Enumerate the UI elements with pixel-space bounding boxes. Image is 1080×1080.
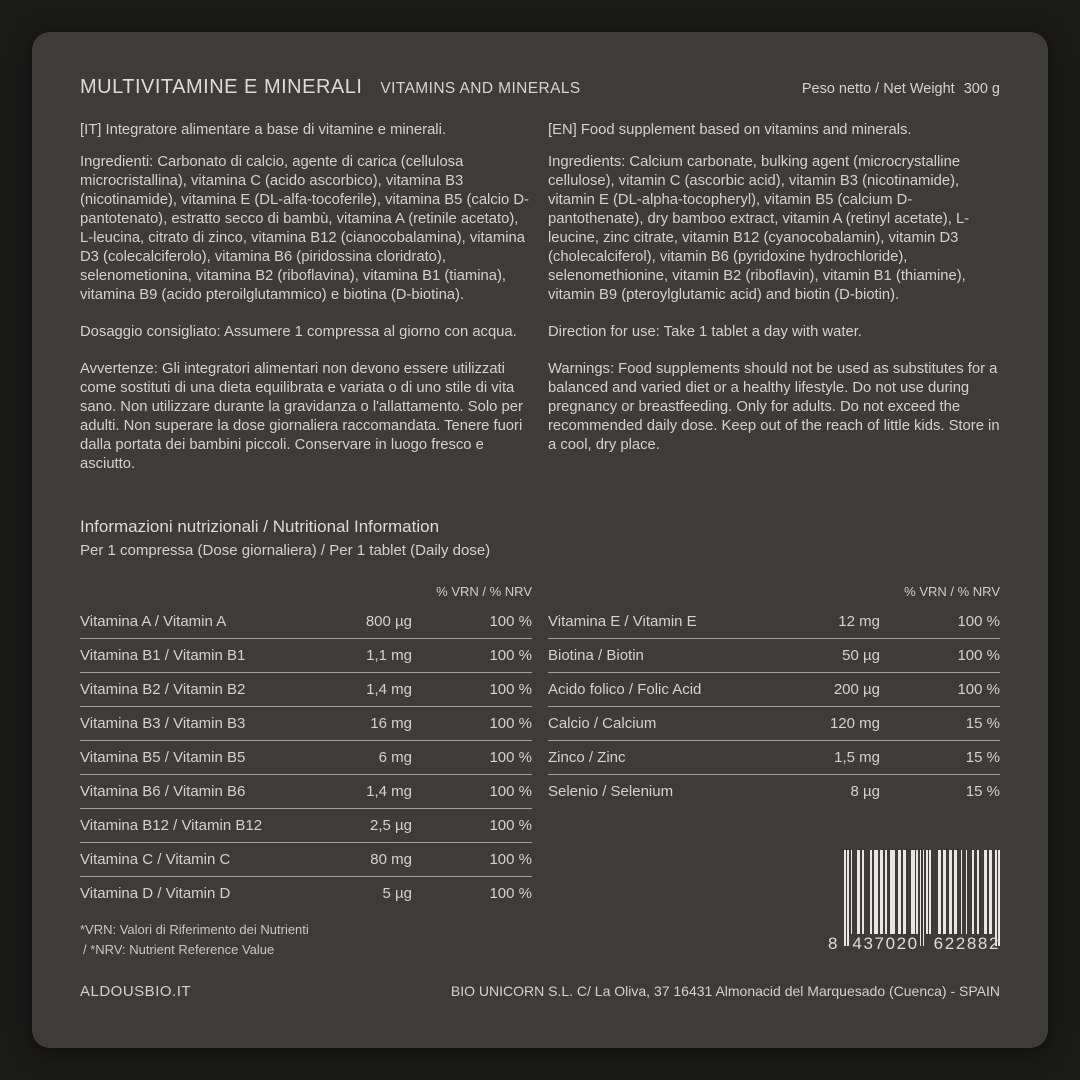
nutrient-amount: 200 µg [833,681,880,698]
barcode-bar [920,850,922,946]
ean-barcode [828,850,1000,956]
label-header [80,76,1000,99]
barcode-bar [847,850,849,946]
barcode-bar [984,850,987,934]
barcode-bar [916,850,918,934]
label-footer [80,983,1000,1000]
barcode-bar [923,850,925,946]
nutrient-name: Vitamina A / Vitamin A [80,613,227,630]
nutrient-name: Calcio / Calcium [548,715,657,732]
nutrient-name: Biotina / Biotin [548,647,644,664]
footnote-line-1: *VRN: Valori di Riferimento dei Nutrienti [80,922,309,937]
table-row [80,741,532,775]
barcode-bar [989,850,992,934]
nutrient-amount: 1,4 mg [366,681,412,698]
table-rows [548,605,1000,808]
nutrient-amount: 120 mg [829,715,880,732]
website: ALDOUSBIO.IT [80,983,192,1000]
barcode-bar [885,850,887,934]
barcode-bar [977,850,979,934]
nutrient-nrv: 15 % [965,715,1000,732]
table-row [548,605,1000,639]
intro-en: [EN] Food supplement based on vitamins and minerals. [548,122,912,138]
directions-en: Direction for use: Take 1 tablet a day with water. [548,324,862,340]
barcode-bar [844,850,846,946]
table-row [80,707,532,741]
barcode-bar [911,850,914,934]
nutrition-table-left [80,584,532,910]
barcode-bar [862,850,864,934]
nutrient-name: Acido folico / Folic Acid [548,681,702,698]
nutrient-amount: 80 mg [370,851,412,868]
body-columns [80,121,1000,492]
nutrient-amount: 1,4 mg [366,783,412,800]
nutrient-amount: 1,1 mg [366,647,412,664]
barcode-bar [870,850,872,934]
barcode-bar [961,850,963,934]
warnings-it: Avvertenze: Gli integratori alimentari non devono essere utilizzati come sostituti di una dieta equilibrata e variata o di uno stile di vita sano. Non utilizzare durante la gravidanza o l'allattamento. Solo per adulti. Non superare la dose giornaliera raccomandata. Tenere fuori dalla portata dei bambini piccoli. Conservare in luogo fresco e asciutto. [80,361,523,472]
table-row [548,673,1000,707]
nutrient-nrv: 100 % [957,681,1000,698]
barcode-digit-group-1: 437020 [852,934,919,953]
barcode-bar [966,850,968,934]
barcode-bar [857,850,860,934]
nutrient-amount: 16 mg [370,715,412,732]
nutrient-amount: 6 mg [378,749,412,766]
table-row [548,741,1000,775]
footnote-line-2: / *NRV: Nutrient Reference Value [83,942,275,957]
barcode-bar [943,850,946,934]
barcode-bars [844,850,1000,946]
nutrient-name: Vitamina B6 / Vitamin B6 [80,783,246,800]
table-row [80,809,532,843]
nrv-column-header: % VRN / % NRV [436,584,532,599]
barcode-bar [998,850,1000,946]
ingredients-en: Ingredients: Calcium carbonate, bulking agent (microcrystalline cellulose), vitamin C (ascorbic acid), vitamin B3 (nicotinamide), vitamin E (DL-alpha-tocopheryl), vitamin B5 (calcium D-pantothenate), dry bamboo extract, vitamin A (retinyl acetate), L-leucine, zinc citrate, vitamin B12 (cyanocobalamin), vitamin D3 (cholecalciferol), vitamin B6 (pyridoxine hydrochloride), selenomethionine, vitamin B2 (riboflavin), vitamin B1 (thiamine), vitamin B9 (pteroylglutamic acid) and biotin (D-biotin). [548,154,970,303]
table-row [80,605,532,639]
nutrient-amount: 8 µg [850,783,880,800]
dosage-it: Dosaggio consigliato: Assumere 1 compressa al giorno con acqua. [80,324,517,340]
product-label [32,32,1048,1048]
nutrient-nrv: 100 % [489,851,532,868]
net-weight-label: Peso netto / Net Weight [801,81,955,97]
ingredients-it: Ingredienti: Carbonato di calcio, agente di carica (cellulosa microcristallina), vitamina C (acido ascorbico), vitamina B3 (nicotinamide), vitamina E (DL-alfa-tocoferile), vitamina B5 (calcio D-pantotenato), estratto secco di bambù, vitamina A (retinile acetato), L-leucina, citrato di zinco, vitamina B12 (cianocobalamina), vitamina D3 (colecalciferolo), vitamina B6 (piridossina cloridrato), selenometionina, vitamina B2 (riboflavina), vitamina B1 (tiamina), vitamina B9 (acido pteroilglutammico) e biotina (D-biotina). [80,154,529,303]
nutrient-name: Vitamina B3 / Vitamin B3 [80,715,246,732]
barcode-bar [972,850,974,934]
product-title-en: VITAMINS AND MINERALS [380,80,581,97]
nutrient-amount: 800 µg [365,613,412,630]
nutrient-nrv: 100 % [489,681,532,698]
nutrient-name: Vitamina B2 / Vitamin B2 [80,681,246,698]
company-address: BIO UNICORN S.L. C/ La Oliva, 37 16431 Almonacid del Marquesado (Cuenca) - SPAIN [450,983,1000,999]
nutrient-nrv: 100 % [957,613,1000,630]
barcode-bar [954,850,957,934]
nutrient-nrv: 15 % [965,783,1000,800]
nutrient-nrv: 100 % [957,647,1000,664]
barcode-bar [938,850,941,934]
nutrient-amount: 50 µg [842,647,880,664]
barcode-bar [903,850,906,934]
barcode-bar [995,850,997,946]
nutrient-name: Selenio / Selenium [548,783,674,800]
warnings-en: Warnings: Food supplements should not be used as substitutes for a balanced and varied diet or a healthy lifestyle. Do not use during pregnancy or breastfeeding. Only for adults. Do not exceed the recommended daily dose. Keep out of the reach of little kids. Store in a cool, dry place. [548,361,1000,453]
intro-it: [IT] Integratore alimentare a base di vitamine e minerali. [80,122,446,138]
table-row [80,775,532,809]
nutrient-nrv: 100 % [489,647,532,664]
nutrient-name: Vitamina B5 / Vitamin B5 [80,749,246,766]
nutrient-nrv: 100 % [489,783,532,800]
nutrient-name: Vitamina B1 / Vitamin B1 [80,647,246,664]
barcode-bar [898,850,901,934]
nutrient-nrv: 15 % [965,749,1000,766]
nutrient-amount: 1,5 mg [834,749,880,766]
table-row [80,673,532,707]
nutrient-amount: 2,5 µg [369,817,412,834]
table-row [80,639,532,673]
nutrient-name: Vitamina E / Vitamin E [548,613,697,630]
column-italian [80,121,532,492]
barcode-digits [828,934,1000,954]
nutrient-nrv: 100 % [489,715,532,732]
barcode-bar [851,850,853,934]
table-row [548,775,1000,808]
nutrient-nrv: 100 % [489,749,532,766]
barcode-bar [926,850,928,934]
nutrient-nrv: 100 % [489,885,532,902]
nutrition-subtitle: Per 1 compressa (Dose giornaliera) / Per 1 tablet (Daily dose) [80,542,491,559]
nrv-column-header: % VRN / % NRV [904,584,1000,599]
column-english [548,121,1000,492]
barcode-bar [929,850,931,934]
nutrient-amount: 5 µg [382,885,412,902]
nutrient-nrv: 100 % [489,613,532,630]
table-row [548,707,1000,741]
nutrition-table-right [548,584,1000,808]
product-title-it: MULTIVITAMINE E MINERALI [80,76,363,98]
table-row [80,843,532,877]
nutrient-amount: 12 mg [838,613,880,630]
table-rows [80,605,532,910]
barcode-digit-leading: 8 [828,934,838,953]
nutrient-name: Vitamina C / Vitamin C [80,851,231,868]
barcode-bar [880,850,883,934]
barcode-bar [949,850,952,934]
barcode-bar [874,850,879,934]
net-weight-value: 300 g [963,81,1000,97]
nutrition-title: Informazioni nutrizionali / Nutritional Information [80,517,440,536]
table-row [80,877,532,910]
barcode-digit-group-2: 622882 [933,934,1000,953]
barcode-bar [890,850,895,934]
nutrient-nrv: 100 % [489,817,532,834]
nutrition-heading [80,517,490,559]
table-row [548,639,1000,673]
net-weight [802,81,1000,97]
nutrient-name: Vitamina B12 / Vitamin B12 [80,817,263,834]
nutrient-name: Vitamina D / Vitamin D [80,885,231,902]
nutrient-name: Zinco / Zinc [548,749,626,766]
nrv-footnote [80,920,309,960]
